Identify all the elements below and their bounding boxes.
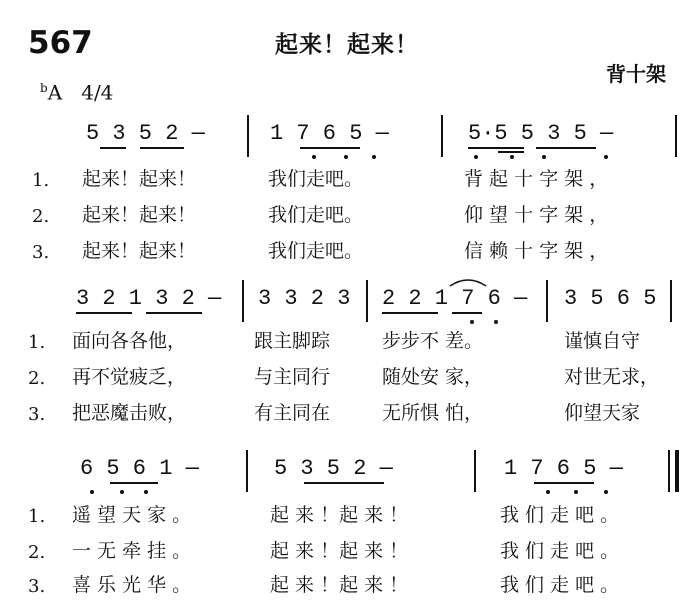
final-barline-thin xyxy=(668,450,670,492)
hymn-title: 起来！起来！ xyxy=(275,32,419,58)
beam xyxy=(146,312,202,314)
lyric: 我们走吧。 xyxy=(268,240,364,262)
beam xyxy=(468,147,524,149)
final-barline-thick xyxy=(675,450,679,492)
key-name: A xyxy=(47,80,63,105)
beam xyxy=(110,482,158,484)
beam xyxy=(498,151,524,153)
lyric: 遥 望 天 家 。 xyxy=(72,504,192,526)
lyric: 一 无 牵 挂 。 xyxy=(72,540,192,562)
lyric: 我 们 走 吧 。 xyxy=(500,504,620,526)
key-accidental: b xyxy=(40,81,48,95)
lyric: 再不觉疲乏， xyxy=(72,366,187,388)
measure: 3 5 6 5 xyxy=(564,286,657,311)
verse-number: 3. xyxy=(32,242,50,263)
hymn-number: 567 xyxy=(28,25,93,61)
lyric: 与主同行 xyxy=(254,366,331,388)
lyric: 步步不 差。 xyxy=(382,330,484,352)
hymn-attribution: 背十架 xyxy=(606,62,666,86)
lyric: 我们走吧。 xyxy=(268,204,364,226)
beam xyxy=(534,482,594,484)
verse-number: 1. xyxy=(28,506,46,527)
measure: 3 2 1 3 2 — xyxy=(76,286,222,311)
beam xyxy=(300,147,360,149)
lyric: 有主同在 xyxy=(254,402,331,424)
barline xyxy=(242,280,244,322)
lyric: 随处安 家， xyxy=(382,366,484,388)
key-signature xyxy=(40,82,113,103)
lyric: 信 赖 十 字 架 ， xyxy=(464,240,609,262)
low-octave-dot xyxy=(574,490,578,494)
verse-number: 2. xyxy=(28,368,46,389)
barline xyxy=(474,450,476,492)
lyric: 起来！起来！ xyxy=(82,204,197,226)
beam xyxy=(452,312,482,314)
lyric: 谨慎自守 xyxy=(564,330,641,352)
verse-number: 1. xyxy=(32,170,50,191)
low-octave-dot xyxy=(542,155,546,159)
verse-number: 2. xyxy=(28,542,46,563)
lyric: 把恶魔击败， xyxy=(72,402,187,424)
lyric: 起来！起来！ xyxy=(82,168,197,190)
barline xyxy=(247,115,249,157)
low-octave-dot xyxy=(312,155,316,159)
low-octave-dot xyxy=(90,490,94,494)
lyric: 我 们 走 吧 。 xyxy=(500,574,620,596)
low-octave-dot xyxy=(604,155,608,159)
lyric: 起来！起来！ xyxy=(82,240,197,262)
lyric: 我们走吧。 xyxy=(268,168,364,190)
low-octave-dot xyxy=(372,155,376,159)
measure: 6 5 6 1 — xyxy=(80,456,199,481)
time-signature: 4/4 xyxy=(81,80,114,105)
slur xyxy=(448,276,488,288)
lyric: 对世无求， xyxy=(564,366,660,388)
measure: 5 3 5 2 — xyxy=(274,456,393,481)
verse-number: 1. xyxy=(28,332,46,353)
barline xyxy=(546,280,548,322)
measure: 1 7 6 5 — xyxy=(270,121,389,146)
barline xyxy=(366,280,368,322)
low-octave-dot xyxy=(144,490,148,494)
lyric: 喜 乐 光 华 。 xyxy=(72,574,192,596)
barline xyxy=(670,280,672,322)
beam xyxy=(140,147,184,149)
beam xyxy=(536,147,596,149)
low-octave-dot xyxy=(510,155,514,159)
beam xyxy=(100,147,126,149)
beam xyxy=(304,482,384,484)
barline xyxy=(246,450,248,492)
lyric: 面向各各他， xyxy=(72,330,187,352)
low-octave-dot xyxy=(120,490,124,494)
lyric: 起 来 ！起 来 ！ xyxy=(270,540,409,562)
measure: 5·5 5 3 5 — xyxy=(468,121,614,146)
low-octave-dot xyxy=(470,320,474,324)
lyric: 我 们 走 吧 。 xyxy=(500,540,620,562)
verse-number: 2. xyxy=(32,206,50,227)
low-octave-dot xyxy=(344,155,348,159)
barline xyxy=(675,115,677,157)
beam xyxy=(382,312,438,314)
measure: 3 3 2 3 xyxy=(258,286,351,311)
measure: 5 3 5 2 — xyxy=(86,121,205,146)
verse-number: 3. xyxy=(28,404,46,425)
barline xyxy=(441,115,443,157)
measure: 2 2 1 7 6 — xyxy=(382,286,528,311)
lyric: 无所惧 怕， xyxy=(382,402,484,424)
lyric: 起 来 ！起 来 ！ xyxy=(270,504,409,526)
low-octave-dot xyxy=(604,490,608,494)
lyric: 仰望天家 xyxy=(564,402,641,424)
low-octave-dot xyxy=(494,320,498,324)
beam xyxy=(76,312,132,314)
measure: 1 7 6 5 — xyxy=(504,456,623,481)
lyric: 跟主脚踪 xyxy=(254,330,331,352)
lyric: 背 起 十 字 架 ， xyxy=(464,168,609,190)
low-octave-dot xyxy=(474,155,478,159)
verse-number: 3. xyxy=(28,576,46,597)
lyric: 起 来 ！起 来 ！ xyxy=(270,574,409,596)
lyric: 仰 望 十 字 架 ， xyxy=(464,204,609,226)
low-octave-dot xyxy=(546,490,550,494)
